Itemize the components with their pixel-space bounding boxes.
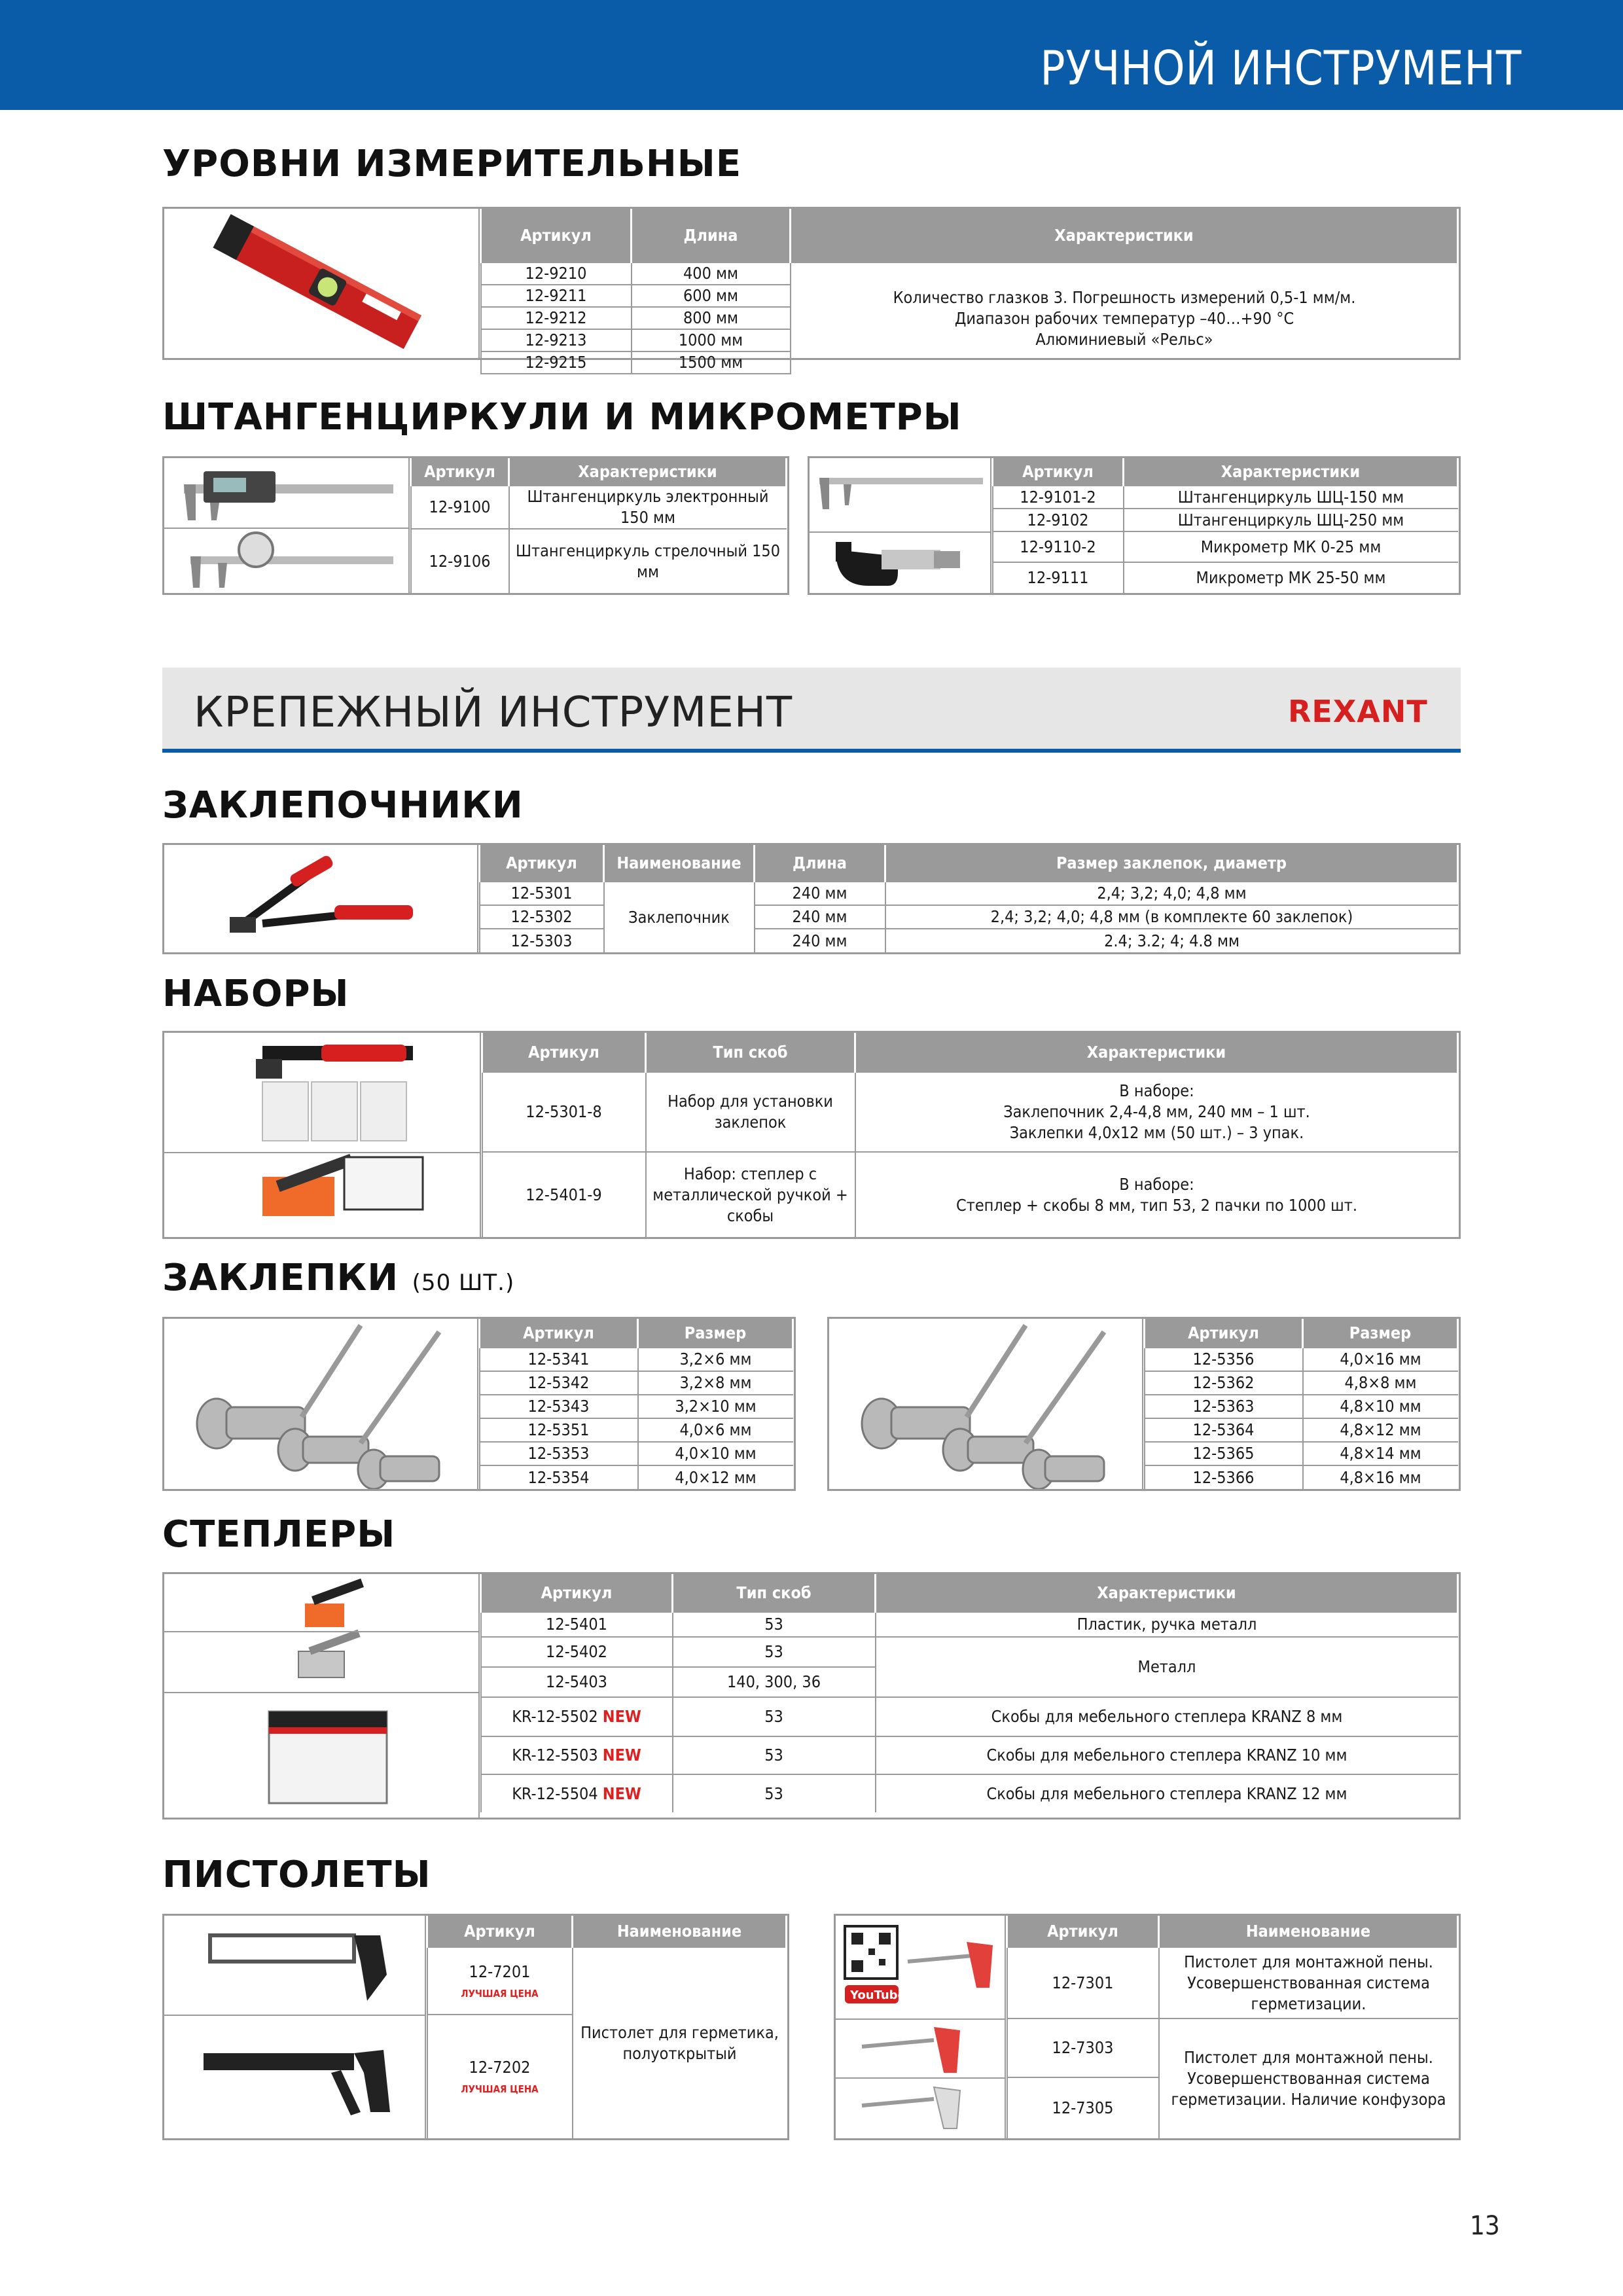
new-badge: NEW xyxy=(602,1707,641,1726)
staple-type: 53 xyxy=(673,1697,876,1736)
char-line: Заклепочник 2,4-4,8 мм, 240 мм – 1 шт. xyxy=(1003,1102,1310,1121)
description: Штангенциркуль ШЦ-150 мм xyxy=(1124,486,1458,509)
size: 4,8×14 мм xyxy=(1303,1442,1458,1465)
sku: 12-5402 xyxy=(481,1637,673,1667)
foam-gun-images xyxy=(836,1916,1006,2138)
divider xyxy=(164,1631,480,1632)
col-header: Наименование xyxy=(1159,1916,1458,1947)
sku: 12-5341 xyxy=(480,1348,638,1371)
staple-type: 53 xyxy=(673,1774,876,1812)
divider xyxy=(836,2018,1006,2020)
staple-type: 53 xyxy=(673,1637,876,1667)
rivets-image xyxy=(164,1319,478,1489)
section-title-staplers: СТЕПЛЕРЫ xyxy=(162,1513,396,1556)
col-header: Артикул xyxy=(480,1319,638,1348)
col-header: Артикул xyxy=(482,1033,646,1072)
col-header: Артикул xyxy=(1145,1319,1303,1348)
char-line: Алюминиевый «Рельс» xyxy=(1035,329,1213,349)
sku: 12-5303 xyxy=(480,929,604,952)
col-header: Наименование xyxy=(604,845,755,882)
guns-right-table xyxy=(1006,1916,1459,2138)
calipers-right-table xyxy=(991,458,1459,593)
divider xyxy=(836,2077,1006,2079)
calipers-images xyxy=(164,458,410,593)
rivets-image-2 xyxy=(829,1319,1143,1489)
size: 3,2×10 мм xyxy=(638,1395,793,1418)
best-price-tag: ЛУЧШАЯ ЦЕНА xyxy=(461,2083,539,2096)
sku: 12-7303 xyxy=(1007,2018,1159,2077)
riveter-image xyxy=(164,845,478,952)
sku: KR-12-5503 NEW xyxy=(481,1736,673,1774)
description: Штангенциркуль электронный 150 мм xyxy=(509,486,787,529)
banner-title: КРЕПЕЖНЫЙ ИНСТРУМЕНТ xyxy=(194,689,793,737)
levels-chars xyxy=(791,262,1458,374)
col-header: Артикул xyxy=(481,1574,673,1612)
staple-type: 53 xyxy=(673,1736,876,1774)
sku: 12-9101-2 xyxy=(993,486,1124,509)
char-line: Диапазон рабочих температур –40…+90 °С xyxy=(954,308,1294,328)
char-line: Количество глазков 3. Погрешность измерений 0,5-1 мм/м. xyxy=(893,287,1356,307)
length: 400 мм xyxy=(632,262,791,285)
sku: 12-9210 xyxy=(481,262,632,285)
description: Штангенциркуль ШЦ-250 мм xyxy=(1124,509,1458,531)
description: Штангенциркуль стрелочный 150 мм xyxy=(509,529,787,593)
col-header: Характеристики xyxy=(876,1574,1458,1612)
col-header: Артикул xyxy=(480,845,604,882)
sku: 12-7301 xyxy=(1007,1947,1159,2018)
rivets-right-table xyxy=(1143,1319,1459,1489)
col-header: Наименование xyxy=(573,1916,787,1947)
col-header: Длина xyxy=(632,209,791,262)
length: 240 мм xyxy=(755,905,885,929)
rivet-size: 2.4; 3.2; 4; 4.8 мм xyxy=(885,929,1458,952)
sku: 12-9110-2 xyxy=(993,531,1124,562)
col-header: Характеристики xyxy=(1124,458,1458,486)
col-header: Характеристики xyxy=(855,1033,1458,1072)
length: 600 мм xyxy=(632,285,791,307)
levels-table xyxy=(480,209,1459,374)
sku: 12-5403 xyxy=(481,1667,673,1697)
sku: 12-5364 xyxy=(1145,1418,1303,1442)
col-header: Тип скоб xyxy=(673,1574,876,1612)
size: 3,2×6 мм xyxy=(638,1348,793,1371)
length: 240 мм xyxy=(755,929,885,952)
product-name: Пистолет для монтажной пены. Усовершенствованная система герметизации. Наличие конфузора xyxy=(1159,2018,1458,2138)
product-name: Пистолет для герметика, полуоткрытый xyxy=(573,1947,787,2138)
sku: 12-5353 xyxy=(480,1442,638,1465)
sku: 12-5351 xyxy=(480,1418,638,1442)
col-header: Артикул xyxy=(1007,1916,1159,1947)
caulk-gun-images xyxy=(164,1916,426,2138)
sku: 12-9215 xyxy=(481,351,632,374)
col-header: Характеристики xyxy=(509,458,787,486)
micrometer-images xyxy=(810,458,991,593)
sku: 12-5354 xyxy=(480,1465,638,1489)
section-title-rivets xyxy=(162,1257,514,1299)
staple-type: 140, 300, 36 xyxy=(673,1667,876,1697)
best-price-tag: ЛУЧШАЯ ЦЕНА xyxy=(461,1987,539,2000)
sku: KR-12-5502 NEW xyxy=(481,1697,673,1736)
size: 4,8×16 мм xyxy=(1303,1465,1458,1489)
description: Металл xyxy=(876,1637,1458,1697)
product-name: Заклепочник xyxy=(604,882,755,952)
divider xyxy=(164,1152,481,1153)
sku: 12-9212 xyxy=(481,307,632,329)
sku: 12-5363 xyxy=(1145,1395,1303,1418)
size: 4,0×10 мм xyxy=(638,1442,793,1465)
new-badge: NEW xyxy=(602,1746,641,1765)
col-header: Размер xyxy=(638,1319,793,1348)
col-header: Размер заклепок, диаметр xyxy=(885,845,1458,882)
description: Скобы для мебельного степлера KRANZ 10 мм xyxy=(876,1736,1458,1774)
guns-left-table xyxy=(426,1916,787,2138)
sku: 12-9102 xyxy=(993,509,1124,531)
sku: 12-5356 xyxy=(1145,1348,1303,1371)
page-header-title: РУЧНОЙ ИНСТРУМЕНТ xyxy=(1039,41,1522,96)
rivets-title-text: ЗАКЛЕПКИ xyxy=(162,1257,399,1299)
size: 4,0×12 мм xyxy=(638,1465,793,1489)
sku xyxy=(427,1947,573,2015)
staplers-table xyxy=(480,1574,1459,1812)
kit-type: Набор: степлер с металлической ручкой + скобы xyxy=(646,1152,855,1237)
divider xyxy=(164,528,410,529)
col-header: Артикул xyxy=(481,209,632,262)
col-header: Артикул xyxy=(993,458,1124,486)
youtube-logo: YouTube xyxy=(850,1988,906,2002)
level-image xyxy=(164,209,480,358)
rivets-subtitle: (50 ШТ.) xyxy=(412,1270,515,1296)
sku: 12-5302 xyxy=(480,905,604,929)
sku-text: 12-7202 xyxy=(469,2058,531,2077)
sku: 12-5342 xyxy=(480,1371,638,1395)
description: Микрометр МК 0-25 мм xyxy=(1124,531,1458,562)
sku: 12-5365 xyxy=(1145,1442,1303,1465)
riveters-table xyxy=(478,845,1459,952)
char-line: В наборе: xyxy=(1119,1081,1194,1100)
divider xyxy=(810,531,991,533)
page-number: 13 xyxy=(1470,2211,1500,2241)
kit-type: Набор для установки заклепок xyxy=(646,1072,855,1152)
section-title-levels: УРОВНИ ИЗМЕРИТЕЛЬНЫЕ xyxy=(162,143,742,185)
calipers-left-table xyxy=(410,458,787,593)
length: 240 мм xyxy=(755,882,885,905)
sku: 12-9211 xyxy=(481,285,632,307)
sku: 12-5366 xyxy=(1145,1465,1303,1489)
sku: 12-9100 xyxy=(411,486,509,529)
new-badge: NEW xyxy=(602,1784,641,1803)
length: 1000 мм xyxy=(632,329,791,351)
col-header: Тип скоб xyxy=(646,1033,855,1072)
rivets-left-table xyxy=(478,1319,794,1489)
sku: 12-9111 xyxy=(993,562,1124,593)
col-header: Артикул xyxy=(411,458,509,486)
col-header: Артикул xyxy=(427,1916,573,1947)
size: 3,2×8 мм xyxy=(638,1371,793,1395)
description: Скобы для мебельного степлера KRANZ 8 мм xyxy=(876,1697,1458,1736)
kit-chars xyxy=(855,1072,1458,1152)
sku-text: 12-7201 xyxy=(469,1962,531,1981)
description: Микрометр МК 25-50 мм xyxy=(1124,562,1458,593)
size: 4,8×12 мм xyxy=(1303,1418,1458,1442)
sku: 12-5401-9 xyxy=(482,1152,646,1237)
char-line: Степлер + скобы 8 мм, тип 53, 2 пачки по 1000 шт. xyxy=(956,1195,1357,1215)
stapler-images xyxy=(164,1574,480,1818)
sku: 12-5362 xyxy=(1145,1371,1303,1395)
col-header: Длина xyxy=(755,845,885,882)
section-title-guns: ПИСТОЛЕТЫ xyxy=(162,1854,431,1896)
size: 4,0×16 мм xyxy=(1303,1348,1458,1371)
sku: 12-5401 xyxy=(481,1612,673,1637)
product-name: Пистолет для монтажной пены. Усовершенствованная система герметизации. xyxy=(1159,1947,1458,2018)
section-title-calipers: ШТАНГЕНЦИРКУЛИ И МИКРОМЕТРЫ xyxy=(162,396,962,439)
kit-images xyxy=(164,1033,481,1237)
sku: 12-9106 xyxy=(411,529,509,593)
divider xyxy=(164,1692,480,1693)
kits-table xyxy=(481,1033,1459,1237)
description: Скобы для мебельного степлера KRANZ 12 мм xyxy=(876,1774,1458,1812)
size: 4,0×6 мм xyxy=(638,1418,793,1442)
sku: 12-9213 xyxy=(481,329,632,351)
staple-type: 53 xyxy=(673,1612,876,1637)
section-title-riveters: ЗАКЛЕПОЧНИКИ xyxy=(162,784,524,827)
rivet-size: 2,4; 3,2; 4,0; 4,8 мм xyxy=(885,882,1458,905)
length: 1500 мм xyxy=(632,351,791,374)
sku: KR-12-5504 NEW xyxy=(481,1774,673,1812)
size: 4,8×10 мм xyxy=(1303,1395,1458,1418)
col-header: Размер xyxy=(1303,1319,1458,1348)
char-line: Заклепки 4,0х12 мм (50 шт.) – 3 упак. xyxy=(1009,1123,1304,1142)
col-header: Характеристики xyxy=(791,209,1458,262)
sku xyxy=(427,2015,573,2138)
size: 4,8×8 мм xyxy=(1303,1371,1458,1395)
description: Пластик, ручка металл xyxy=(876,1612,1458,1637)
rivet-size: 2,4; 3,2; 4,0; 4,8 мм (в комплекте 60 заклепок) xyxy=(885,905,1458,929)
section-title-kits: НАБОРЫ xyxy=(162,973,349,1015)
sku: 12-5301-8 xyxy=(482,1072,646,1152)
sku: 12-7305 xyxy=(1007,2077,1159,2138)
divider xyxy=(164,2015,426,2016)
brand-logo: REXANT xyxy=(1288,694,1428,729)
sku: 12-5301 xyxy=(480,882,604,905)
char-line: В наборе: xyxy=(1119,1174,1194,1194)
sku: 12-5343 xyxy=(480,1395,638,1418)
kit-chars xyxy=(855,1152,1458,1237)
length: 800 мм xyxy=(632,307,791,329)
